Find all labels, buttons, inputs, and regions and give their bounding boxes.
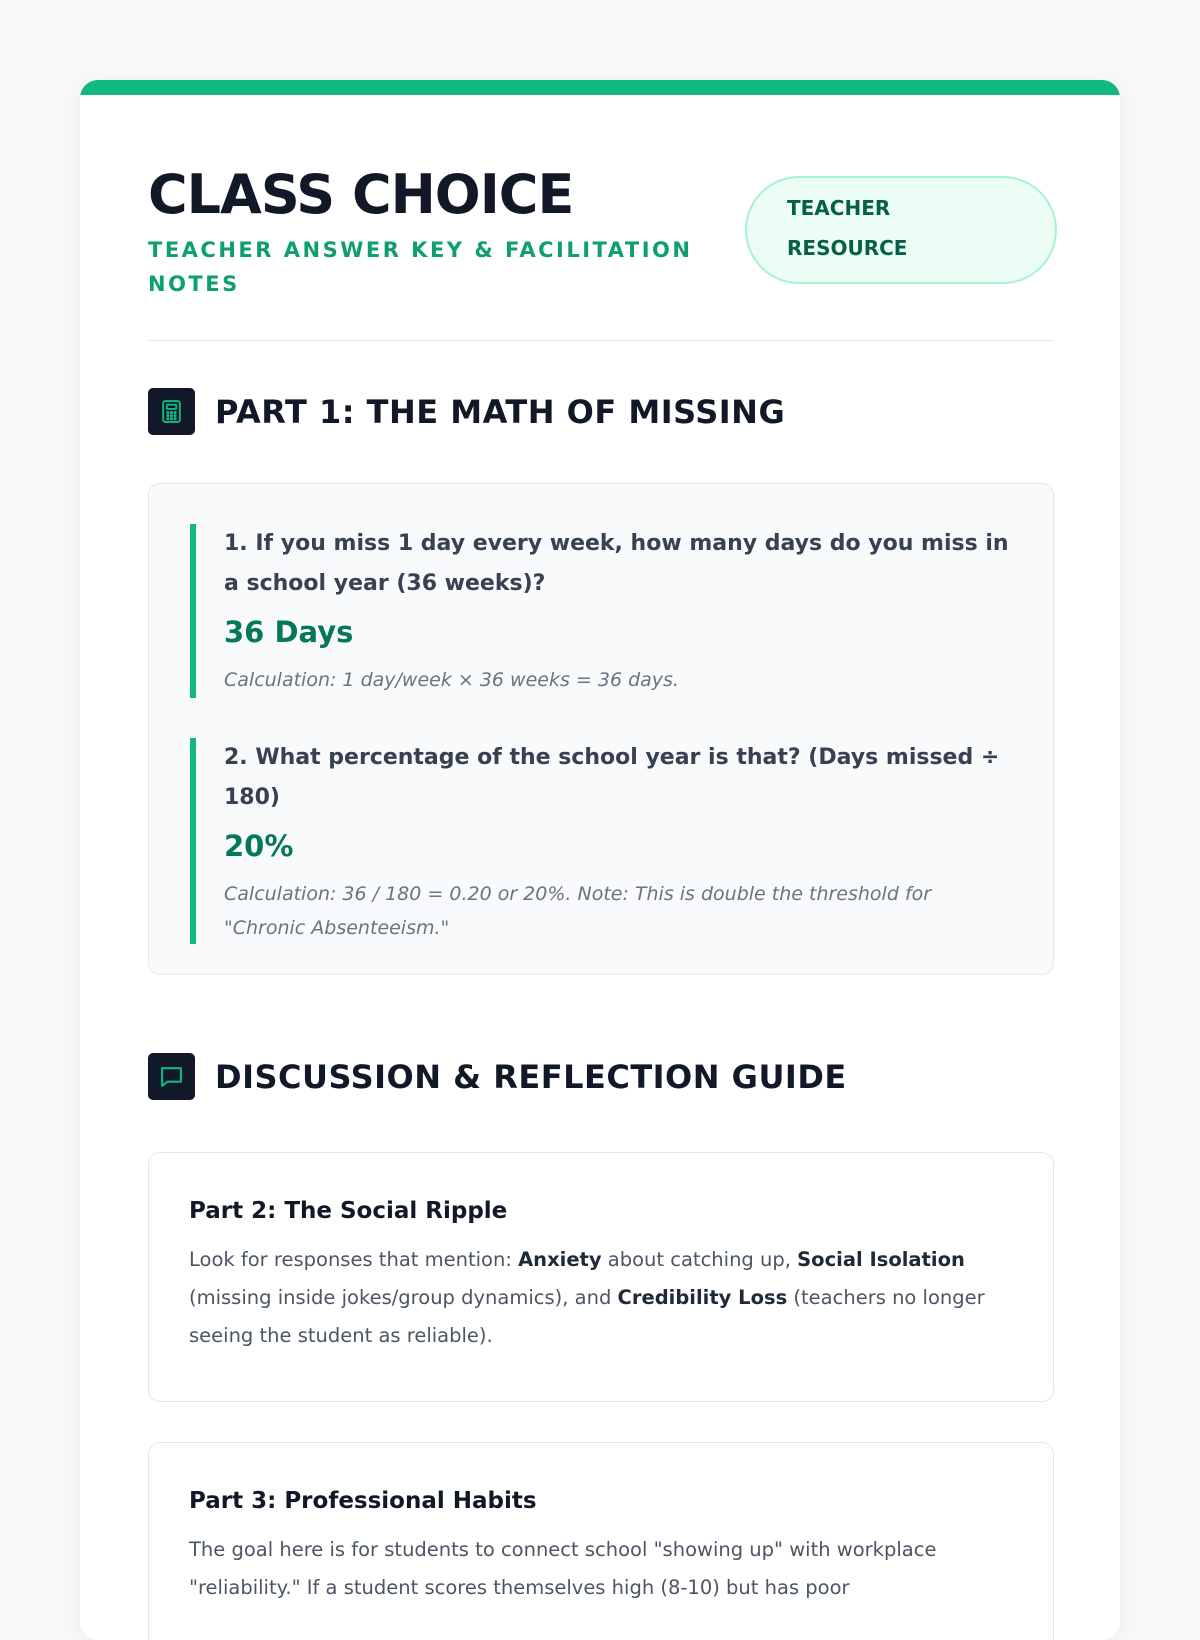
discussion-title: DISCUSSION & REFLECTION GUIDE: [215, 1058, 847, 1096]
answer-1: 36 Days: [224, 615, 354, 649]
professional-habits-card: [148, 1442, 1054, 1640]
question-1: 1. If you miss 1 day every week, how many days do you miss in a school year (36 weeks)?: [224, 531, 1009, 596]
page-subtitle: TEACHER ANSWER KEY & FACILITATION NOTES: [148, 238, 693, 296]
discussion-header: [148, 1053, 1054, 1101]
professional-habits-text: The goal here is for students to connect school "showing up" with workplace "reliability." If a student scores themselves high (8-10) but has poor: [189, 1538, 937, 1599]
calculation-1: Calculation: 1 day/week × 36 weeks = 36 days.: [224, 669, 679, 691]
answer-2: 20%: [224, 829, 294, 863]
math-answer-box: [148, 483, 1054, 975]
social-ripple-text: Look for responses that mention: Anxiety about catching up, Social Isolation (missing inside jokes/group dynamics), and Credibility Loss (teachers no longer seeing the student as reliable).: [189, 1248, 985, 1347]
question-block-1: [190, 524, 1016, 698]
question-2: 2. What percentage of the school year is that? (Days missed ÷ 180): [224, 745, 1000, 810]
keyword-credibility-loss: Credibility Loss: [617, 1286, 788, 1309]
professional-habits-title: Part 3: Professional Habits: [189, 1488, 537, 1514]
resource-badge: TEACHER RESOURCE: [745, 176, 1057, 284]
part1-header: [148, 388, 1054, 436]
calculation-2: Calculation: 36 / 180 = 0.20 or 20%. Note: This is double the threshold for "Chronic Absenteeism.": [224, 883, 932, 939]
question-block-2: [190, 738, 1016, 944]
page-title: CLASS CHOICE: [148, 163, 574, 226]
part1-title: PART 1: THE MATH OF MISSING: [215, 393, 786, 431]
keyword-anxiety: Anxiety: [518, 1248, 602, 1271]
accent-bar: [80, 80, 1120, 95]
social-ripple-title: Part 2: The Social Ripple: [189, 1198, 508, 1224]
chat-bubble-icon: [148, 1053, 195, 1100]
answer-key-card: [80, 80, 1120, 1640]
calculator-icon: [148, 388, 195, 435]
social-ripple-card: [148, 1152, 1054, 1402]
header: [148, 165, 1054, 340]
keyword-social-isolation: Social Isolation: [797, 1248, 965, 1271]
header-divider: [148, 340, 1054, 341]
